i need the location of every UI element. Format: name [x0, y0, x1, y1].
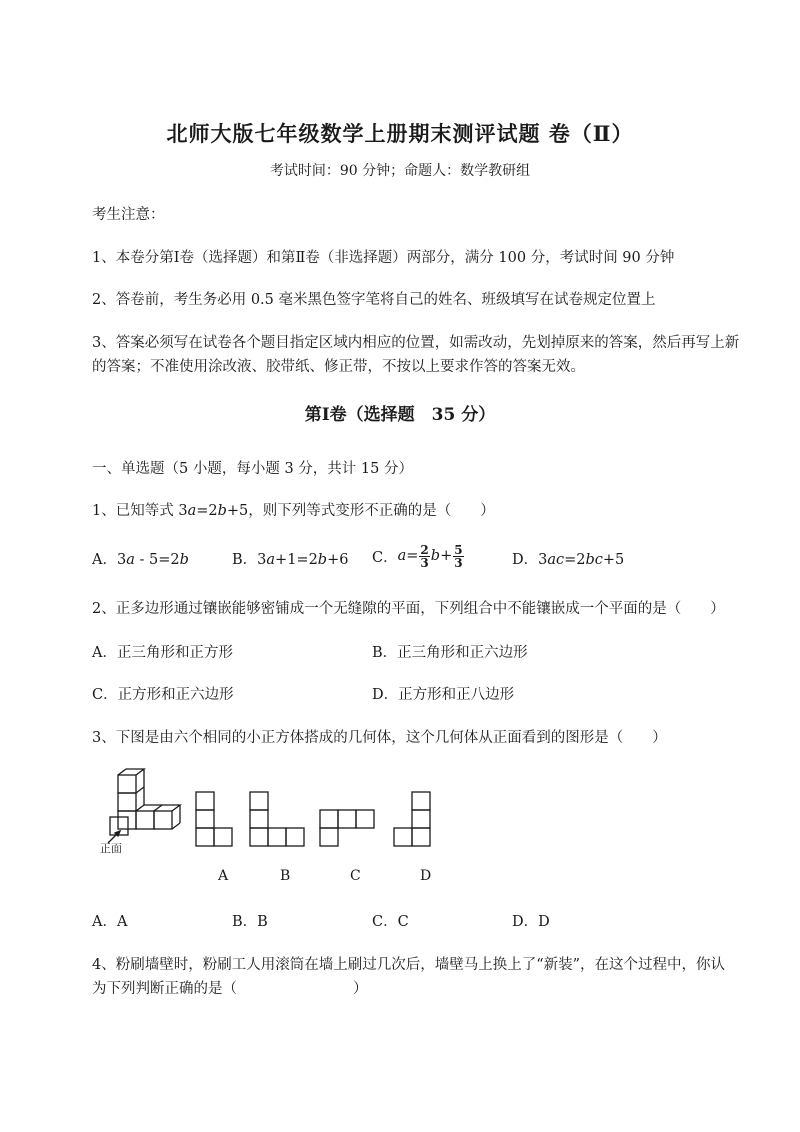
notice-item-3-line1: 3、答案必须写在试卷各个题目指定区域内相应的位置，如需改动，先划掉原来的答案，然后再写上新: [92, 335, 740, 351]
question-4-stem-line2: 为下列判断正确的是（ ）: [92, 981, 368, 997]
grid-square: [286, 828, 304, 846]
fraction-two-thirds: $\frac{2}{3}$: [420, 542, 429, 570]
cube-top: [118, 769, 144, 775]
figure-label-b: B: [280, 868, 291, 884]
grid-square: [412, 810, 430, 828]
grid-square: [250, 810, 268, 828]
view-c-figure: [318, 808, 376, 848]
grid-square: [394, 828, 412, 846]
question-2-option-a[interactable]: A．正三角形和正方形: [92, 645, 233, 661]
cube-face: [118, 775, 136, 793]
cube-edge: [154, 805, 162, 811]
cube-face: [136, 811, 154, 829]
cube-face: [154, 811, 172, 829]
grid-square: [412, 792, 430, 810]
grid-square: [356, 810, 374, 828]
notice-heading: 考生注意：: [92, 207, 165, 223]
grid-square: [268, 828, 286, 846]
view-b-figure: [248, 790, 306, 848]
grid-square: [320, 810, 338, 828]
question-4-stem-line1: 4、粉刷墙壁时，粉刷工人用滚筒在墙上刷过几次后，墙壁马上换上了“新装”，在这个过程中，你认: [92, 957, 726, 973]
front-label: 正面: [100, 842, 122, 855]
grid-square: [196, 810, 214, 828]
cube-edge: [136, 787, 144, 793]
grid-square: [214, 828, 232, 846]
notice-item-1: 1、本卷分第Ⅰ卷（选择题）和第Ⅱ卷（非选择题）两部分，满分 100 分，考试时间 90 分钟: [92, 250, 675, 266]
cube-face: [118, 811, 136, 829]
question-3-option-b[interactable]: B．B: [232, 914, 268, 930]
question-1-option-d[interactable]: D．3ac=2bc+5: [512, 552, 625, 568]
part-heading: 一、单选题（5 小题，每小题 3 分，共计 15 分）: [92, 461, 413, 477]
question-3-option-a[interactable]: A．A: [92, 914, 128, 930]
section-title: 第Ⅰ卷（选择题 35 分）: [304, 405, 496, 425]
figure-label-a: A: [218, 868, 229, 884]
question-3-option-c[interactable]: C．C: [372, 914, 409, 930]
fraction-five-thirds: $\frac{5}{3}$: [454, 542, 463, 570]
grid-square: [412, 828, 430, 846]
exam-info: 考试时间：90 分钟；命题人：数学教研组: [269, 163, 531, 179]
question-3-option-d[interactable]: D．D: [512, 914, 550, 930]
notice-item-3-line2: 的答案；不准使用涂改液、胶带纸、修正带，不按以上要求作答的答案无效。: [92, 359, 585, 375]
question-2-option-d[interactable]: D．正方形和正八边形: [372, 687, 515, 703]
grid-square: [196, 792, 214, 810]
question-2-option-c[interactable]: C．正方形和正六边形: [92, 687, 234, 703]
view-d-figure: [392, 790, 432, 848]
figure-label-d: D: [420, 868, 432, 884]
grid-square: [338, 810, 356, 828]
cube-face: [118, 793, 136, 811]
question-2-option-b[interactable]: B．正三角形和正六边形: [372, 645, 528, 661]
view-a-figure: [194, 790, 234, 848]
grid-square: [320, 828, 338, 846]
question-2-stem: 2、正多边形通过镶嵌能够密铺成一个无缝隙的平面，下列组合中不能镶嵌成一个平面的是（ ）: [92, 601, 725, 617]
grid-square: [250, 828, 268, 846]
page-title: 北师大版七年级数学上册期末测评试题 卷（Ⅱ）: [166, 121, 634, 146]
grid-square: [196, 828, 214, 846]
question-1-option-a[interactable]: A．3a - 5=2b: [92, 552, 189, 568]
grid-square: [250, 792, 268, 810]
notice-item-2: 2、答卷前，考生务必用 0.5 毫米黑色签字笔将自己的姓名、班级填写在试卷规定位置上: [92, 292, 656, 308]
question-1-stem: 1、已知等式 3a=2b+5，则下列等式变形不正确的是（ ）: [92, 503, 495, 519]
question-1-option-c[interactable]: C． a = $\frac{2}{3}$ b + $\frac{5}{3}$: [372, 542, 463, 570]
question-3-stem: 3、下图是由六个相同的小正方体搭成的几何体，这个几何体从正面看到的图形是（ ）: [92, 730, 667, 746]
figure-label-c: C: [350, 868, 361, 884]
question-1-option-b[interactable]: B．3a+1=2b+6: [232, 552, 349, 568]
cube-edge: [172, 823, 180, 829]
